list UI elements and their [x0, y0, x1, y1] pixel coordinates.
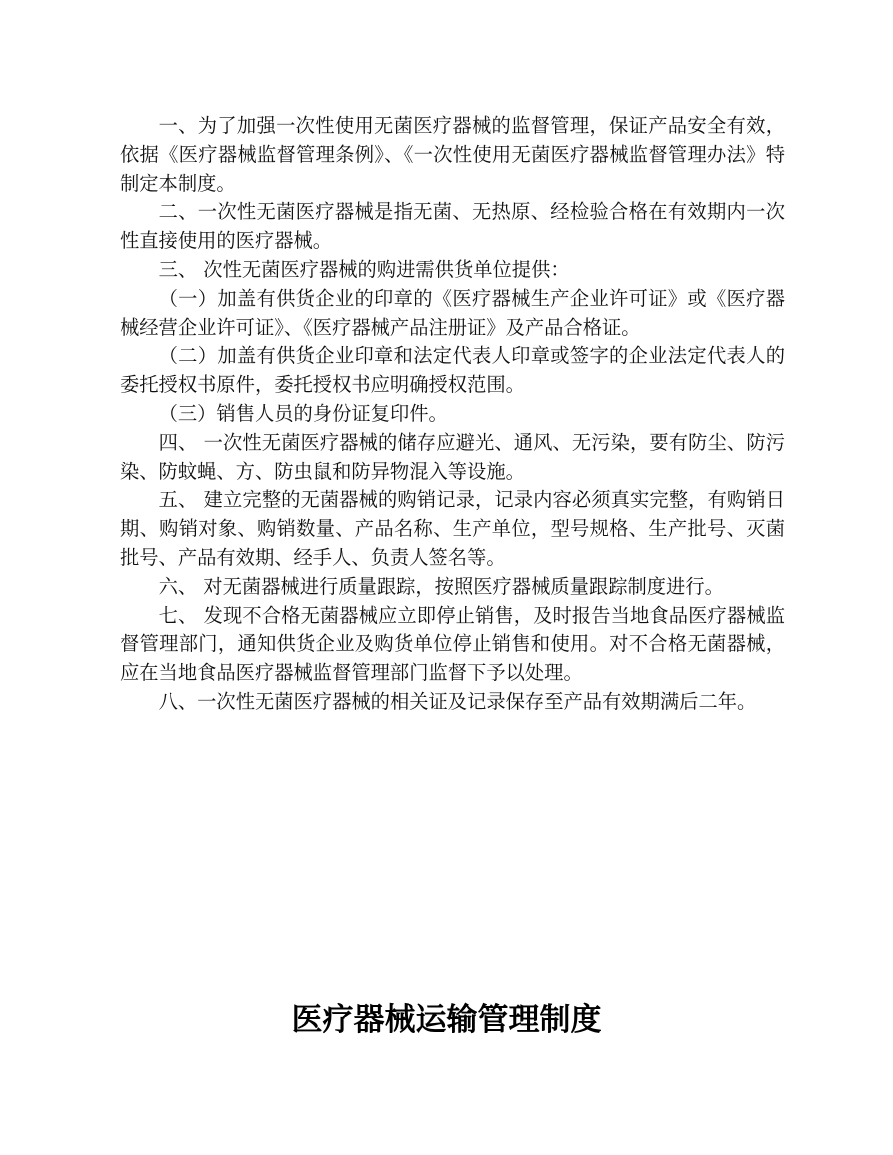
paragraph-3: 三、 次性无菌医疗器械的购进需供货单位提供： — [158, 257, 570, 281]
paragraph-3-2: （二）加盖有供货企业印章和法定代表人印章或签字的企业法定代表人的委托授权书原件，委托授权书应明确授权范围。 — [120, 344, 785, 397]
paragraph-5: 五、 建立完整的无菌器械的购销记录，记录内容必须真实完整，有购销日期、购销对象、购销数量、产品名称、生产单位，型号规格、生产批号、灭菌批号、产品有效期、经手人、负责人签名等。 — [120, 488, 785, 569]
paragraph-6: 六、 对无菌器械进行质量跟踪，按照医疗器械质量跟踪制度进行。 — [158, 574, 724, 598]
paragraph-3-3: （三）销售人员的身份证复印件。 — [158, 401, 448, 425]
paragraph-4: 四、 一次性无菌医疗器械的储存应避光、通风、无污染，要有防尘、防污染、防蚊蝇、方、防虫鼠和防异物混入等设施。 — [120, 430, 785, 483]
paragraph-3-1: （一）加盖有供货企业的印章的《医疗器械生产企业许可证》或《医疗器械经营企业许可证》、《医疗器械产品注册证》及产品合格证。 — [120, 286, 785, 339]
section-title: 医疗器械运输管理制度 — [291, 1002, 602, 1038]
paragraph-7: 七、 发现不合格无菌器械应立即停止销售，及时报告当地食品医疗器械监督管理部门，通知供货企业及购货单位停止销售和使用。对不合格无菌器械，应在当地食品医疗器械监督管理部门监督下予以处理。 — [120, 603, 785, 685]
paragraph-8: 八、一次性无菌医疗器械的相关证及记录保存至产品有效期满后二年。 — [158, 689, 757, 713]
paragraph-2: 二、一次性无菌医疗器械是指无菌、无热原、经检验合格在有效期内一次性直接使用的医疗器械。 — [120, 200, 785, 253]
document-body — [120, 112, 785, 717]
paragraph-1: 一、为了加强一次性使用无菌医疗器械的监督管理，保证产品安全有效，依据《医疗器械监督管理条例》、《一次性使用无菌医疗器械监督管理办法》特制定本制度。 — [120, 114, 785, 195]
